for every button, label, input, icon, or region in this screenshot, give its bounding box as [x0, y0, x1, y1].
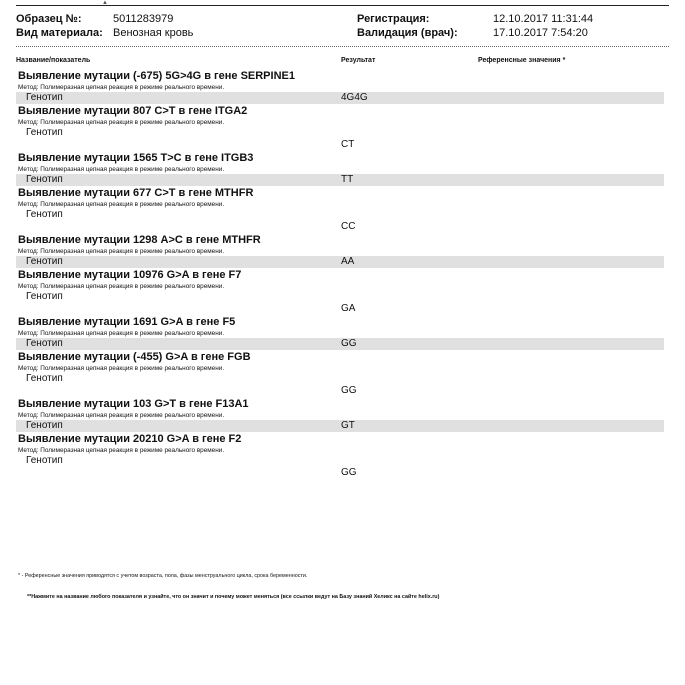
- test-block: [16, 315, 664, 350]
- test-title-link[interactable]: Выявление мутации 103 G>T в гене F13A1: [18, 398, 249, 410]
- test-method: Метод: Полимеразная цепная реакция в режиме реального времени.: [18, 283, 225, 290]
- test-block: [16, 350, 664, 397]
- test-method: Метод: Полимеразная цепная реакция в режиме реального времени.: [18, 447, 225, 454]
- test-method: Метод: Полимеразная цепная реакция в режиме реального времени.: [18, 330, 225, 337]
- test-method: Метод: Полимеразная цепная реакция в режиме реального времени.: [18, 412, 225, 419]
- result-value: GA: [341, 303, 356, 314]
- result-row: [16, 338, 664, 350]
- result-value: GG: [341, 467, 357, 478]
- column-header-name: Название/показатель: [16, 57, 91, 64]
- test-title-link[interactable]: Выявление мутации 10976 G>A в гене F7: [18, 269, 242, 281]
- test-block: [16, 104, 664, 151]
- test-title-link[interactable]: Выявление мутации (-675) 5G>4G в гене SERPINE1: [18, 70, 295, 82]
- registration-value: 12.10.2017 11:31:44: [493, 13, 594, 25]
- test-block: [16, 151, 664, 186]
- test-block: [16, 69, 664, 104]
- result-value: 4G4G: [341, 92, 368, 103]
- knowledge-base-footnote: **Нажмите на название любого показателя и узнайте, что он значит и почему может меняться (все ссылки ведут на Базу знаний Хеликс на сайте helix.ru): [27, 594, 440, 600]
- test-method: Метод: Полимеразная цепная реакция в режиме реального времени.: [18, 166, 225, 173]
- result-param: Генотип: [26, 455, 63, 466]
- result-row: [16, 291, 664, 315]
- test-block: [16, 397, 664, 432]
- result-value: GG: [341, 338, 357, 349]
- test-title-link[interactable]: Выявление мутации 807 C>T в гене ITGA2: [18, 105, 248, 117]
- result-value: AA: [341, 256, 355, 267]
- test-method: Метод: Полимеразная цепная реакция в режиме реального времени.: [18, 84, 225, 91]
- result-param: Генотип: [26, 174, 63, 185]
- sample-number-value: 5011283979: [113, 13, 174, 25]
- result-param: Генотип: [26, 256, 63, 267]
- test-block: [16, 268, 664, 315]
- header-divider: [16, 46, 669, 47]
- sample-number-label: Образец №:: [16, 13, 82, 25]
- test-method: Метод: Полимеразная цепная реакция в режиме реального времени.: [18, 201, 225, 208]
- test-title-link[interactable]: Выявление мутации (-455) G>A в гене FGB: [18, 351, 251, 363]
- result-param: Генотип: [26, 127, 63, 138]
- result-row: [16, 92, 664, 104]
- result-row: [16, 420, 664, 432]
- result-row: [16, 174, 664, 186]
- result-row: [16, 455, 664, 479]
- test-title-link[interactable]: Выявление мутации 1298 A>C в гене MTHFR: [18, 234, 261, 246]
- result-param: Генотип: [26, 92, 63, 103]
- results-table: [16, 69, 664, 479]
- result-row: [16, 209, 664, 233]
- material-value: Венозная кровь: [113, 27, 194, 39]
- result-value: GG: [341, 385, 357, 396]
- validation-value: 17.10.2017 7:54:20: [493, 27, 588, 39]
- result-value: GT: [341, 420, 355, 431]
- test-method: Метод: Полимеразная цепная реакция в режиме реального времени.: [18, 248, 225, 255]
- result-param: Генотип: [26, 338, 63, 349]
- reference-footnote: * - Референсные значения приводятся с учетом возраста, пола, фазы менструального цикла, срока беременности.: [18, 573, 308, 579]
- test-method: Метод: Полимеразная цепная реакция в режиме реального времени.: [18, 365, 225, 372]
- test-block: [16, 233, 664, 268]
- column-header-reference: Референсные значения *: [478, 57, 566, 64]
- test-title-link[interactable]: Выявление мутации 20210 G>A в гене F2: [18, 433, 242, 445]
- registration-label: Регистрация:: [357, 13, 430, 25]
- result-param: Генотип: [26, 373, 63, 384]
- test-method: Метод: Полимеразная цепная реакция в режиме реального времени.: [18, 119, 225, 126]
- test-block: [16, 432, 664, 479]
- test-title-link[interactable]: Выявление мутации 677 C>T в гене MTHFR: [18, 187, 254, 199]
- column-header-result: Результат: [341, 57, 376, 64]
- result-value: TT: [341, 174, 354, 185]
- test-title-link[interactable]: Выявление мутации 1691 G>A в гене F5: [18, 316, 236, 328]
- test-title-link[interactable]: Выявление мутации 1565 T>C в гене ITGB3: [18, 152, 254, 164]
- result-param: Генотип: [26, 420, 63, 431]
- top-rule-mark-icon: ▲: [102, 0, 108, 6]
- material-label: Вид материала:: [16, 27, 103, 39]
- top-rule: [16, 0, 669, 6]
- result-row: [16, 373, 664, 397]
- result-value: CC: [341, 221, 356, 232]
- result-row: [16, 256, 664, 268]
- result-value: CT: [341, 139, 355, 150]
- result-param: Генотип: [26, 291, 63, 302]
- validation-label: Валидация (врач):: [357, 27, 458, 39]
- test-block: [16, 186, 664, 233]
- result-row: [16, 127, 664, 151]
- result-param: Генотип: [26, 209, 63, 220]
